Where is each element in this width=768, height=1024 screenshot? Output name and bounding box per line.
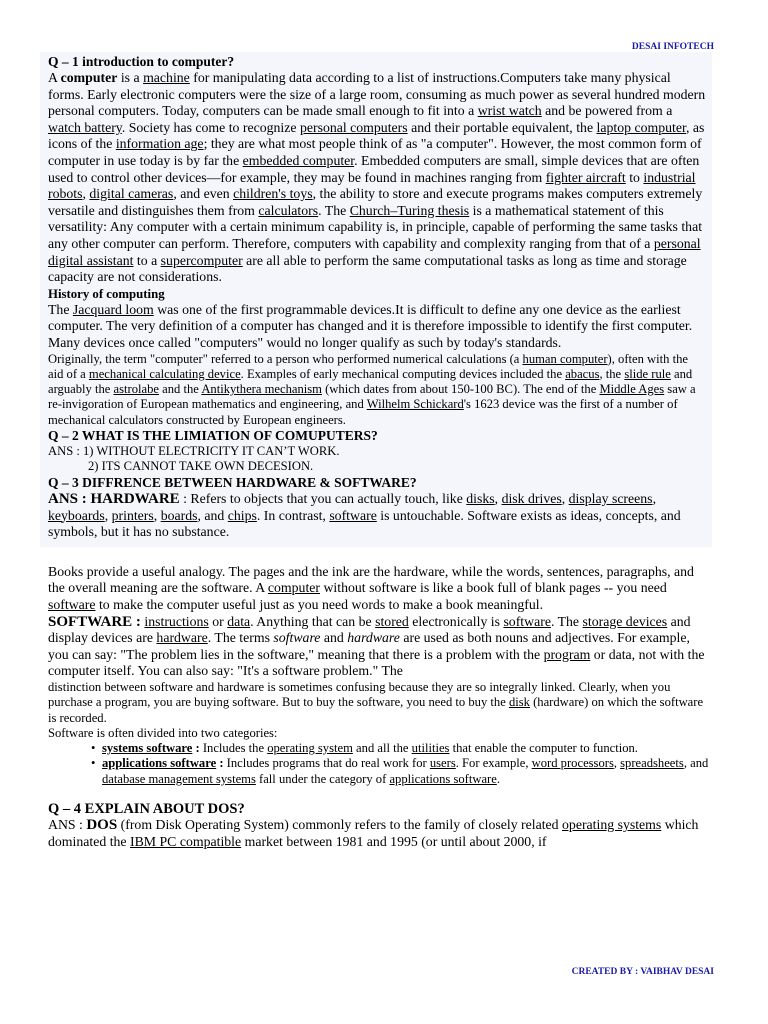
q3-analogy-paragraph: Books provide a useful analogy. The pages and the ink are the hardware, while the words, sentences, paragraphs, and the overall meaning are the software. A computer without software is like a book full of blank pages -- you need software to make the computer useful just as you need words to make a book meaningful.: [48, 563, 694, 612]
header-brand: DESAI INFOTECH: [631, 42, 714, 52]
history-heading: History of computing: [48, 286, 165, 301]
shaded-section: [40, 52, 712, 547]
q3-hardware-paragraph: ANS : HARDWARE : Refers to objects that you can actually touch, like disks, disk drives, display screens, keyboards, printers, boards, and chips. In contrast, software is untouchable. Software exists as ideas, concepts, and symbols, but it has no substance.: [48, 490, 681, 540]
footer-credit: CREATED BY : VAIBHAV DESAI: [571, 967, 714, 977]
q1-paragraph-2: The Jacquard loom was one of the first programmable devices.It is difficult to define any one device as the earliest computer. The very definition of a computer has changed and it is therefore impossible to identify the first computer. Many devices once called "computers" would no longer qualify as such by today's standards.: [48, 301, 693, 350]
list-item: • systems software : Includes the operating system and all the utilities that enable the computer to function.: [102, 741, 712, 756]
list-item: • applications software : Includes programs that do real work for users. For example, word processors, spreadsheets, and database management systems fall under the category of applications software.: [102, 756, 712, 787]
q3-categories-intro: Software is often divided into two categories:: [48, 725, 278, 740]
q3-software-paragraph: SOFTWARE : instructions or data. Anything that can be stored electronically is software. The storage devices and display devices are hardware. The terms software and hardware are used as both nouns and adjectives. For example, you can say: "The problem lies in the software," meaning that there is a problem with the program or data, not with the computer itself. You can also say: "It's a software problem." The: [48, 613, 705, 679]
q1-title: Q – 1 introduction to computer?: [48, 54, 235, 69]
q2-answer-1: ANS : 1) WITHOUT ELECTRICITY IT CAN’T WORK.: [48, 443, 340, 458]
q1-paragraph-1: A computer is a machine for manipulating data according to a list of instructions.Computers take many physical forms. Early electronic computers were the size of a large room, consuming as much power as several hundred modern personal computers. Today, computers can be made small enough to fit into a wrist watch and be powered from a watch battery. Society has come to recognize personal computers and their portable equivalent, the laptop computer, as icons of the information age; they are what most people think of as "a computer". However, the most common form of computer in use today is by far the embedded computer. Embedded computers are small, simple devices that are often used to control other devices—for example, they may be found in machines ranging from fighter aircraft to industrial robots, digital cameras, and even children's toys, the ability to store and execute programs makes computers extremely versatile and distinguishes them from calculators. The Church–Turing thesis is a mathematical statement of this versatility: Any computer with a certain minimum capability is, in principle, capable of performing the same tasks that any other computer can perform. Therefore, computers with capability and complexity ranging from that of a personal digital assistant to a supercomputer are all able to perform the same computational tasks as long as time and storage capacity are not considerations.: [48, 70, 706, 285]
q4-title: Q – 4 EXPLAIN ABOUT DOS?: [48, 801, 245, 817]
document-page: [48, 52, 712, 850]
q2-title: Q – 2 WHAT IS THE LIMIATION OF COMUPUTERS?: [48, 427, 378, 443]
q3-distinction-paragraph: distinction between software and hardware is sometimes confusing because they are so integrally linked. Clearly, when you purchase a program, you are buying software. But to buy the software, you need to buy the disk (hardware) on which the software is recorded.: [48, 679, 704, 725]
q2-answer-2: 2) ITS CANNOT TAKE OWN DECESION.: [88, 459, 314, 474]
q4-paragraph: ANS : DOS (from Disk Operating System) commonly refers to the family of closely related operating systems which dominated the IBM PC compatible market between 1981 and 1995 (or until about 2000, if: [48, 817, 699, 849]
software-categories-list: [48, 741, 712, 787]
q1-paragraph-3: Originally, the term "computer" referred to a person who performed numerical calculations (a human computer), often with the aid of a mechanical calculating device. Examples of early mechanical computing devices included the abacus, the slide rule and arguably the astrolabe and the Antikythera mechanism (which dates from about 150-100 BC). The end of the Middle Ages saw a re-invigoration of European mathematics and engineering, and Wilhelm Schickard's 1623 device was the first of a number of mechanical calculators constructed by European engineers.: [48, 351, 696, 427]
q3-title: Q – 3 DIFFRENCE BETWEEN HARDWARE & SOFTWARE?: [48, 474, 417, 490]
